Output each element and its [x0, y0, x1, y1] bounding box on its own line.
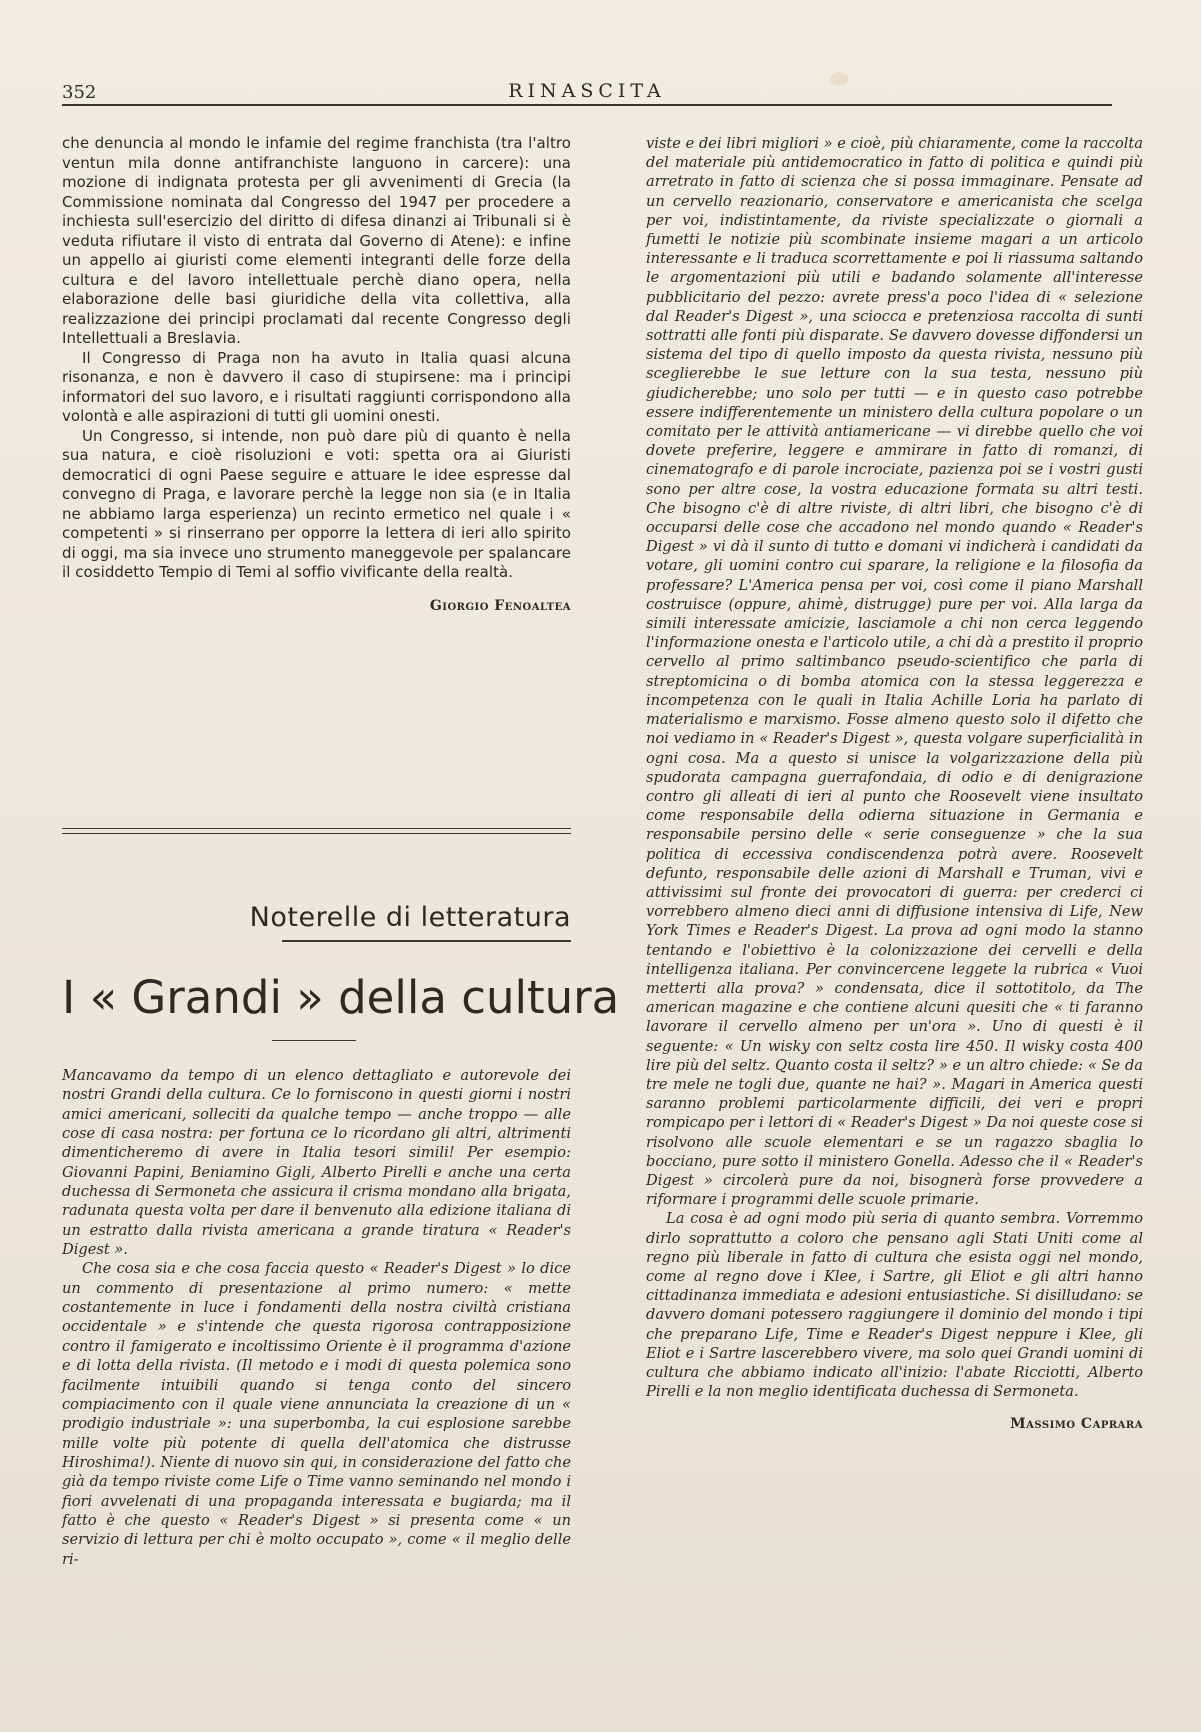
right-column [646, 134, 1143, 1435]
right-paragraph: La cosa è ad ogni modo più seria di quanto sembra. Vorremmo dirlo soprattutto a coloro che pensano agli Stati Uniti come al regno più liberale in fatto di cultura che esista oggi nel mondo, come al regno dove i Klee, i Sartre, gli Eliot e gli altri hanno cittadinanza immediata e adesioni entusiastiche. Si disilludano: se davvero domani potessero raggiungere il dominio del mondo i tipi che preparano Life, Time e Reader's Digest neppure i Klee, gli Eliot e i Sartre lascerebbero vivere, ma solo quei Grandi uomini di cultura che abbiamo indicato all'inizio: l'abate Ricciotti, Alberto Pirelli e la non meglio identificata duchessa di Sermoneta. [646, 1210, 1143, 1401]
section-heading: Noterelle di letteratura [249, 902, 571, 933]
author-signature: Massimo Caprara [1010, 1416, 1143, 1433]
running-title: RINASCITA [508, 80, 666, 102]
page-header [62, 72, 1112, 106]
article-title: I « Grandi » della cultura [62, 971, 620, 1024]
left-paragraph: Un Congresso, si intende, non può dare più di quanto è nella sua natura, e cioè risoluzioni e voti: spetta ora ai Giuristi democratici di ogni Paese seguire e attuare le idee espresse dal convegno di Praga, e lavorare perchè la legge non sia (e in Italia ne abbiamo larga esperienza) un recinto ermetico nel quale i « competenti » si rinserrano per opporre la lettera di ieri allo spirito di oggi, ma sia invece uno strumento maneggevole per spalancare il cosiddetto Tempio di Temi al soffio vivificante della realtà. [62, 426, 571, 581]
section-divider [62, 828, 571, 834]
left-paragraph: Il Congresso di Praga non ha avuto in Italia quasi alcuna risonanza, e non è davvero il caso di stupirsene: ma i principi informatori del suo lavoro, e i risultati raggiunti corrispondono alla volontà e alle aspirazioni di tutti gli uomini onesti. [62, 348, 571, 425]
left-column-continuation [62, 134, 571, 616]
title-rule [272, 1040, 356, 1041]
left-paragraph: che denuncia al mondo le infamie del regime franchista (tra l'altro ventun mila donne antifranchiste languono in carcere): una mozione di indignata protesta per gli avvenimenti di Grecia (la Commissione nominata dal Congresso del 1947 per procedere a inchiesta sull'esercizio del diritto di difesa dinanzi ai Tribunali si è veduta rifiutare il visto di entrata dal Governo di Atene): e infine un appello ai giuristi come elementi integranti delle forze della cultura e del lavoro intellettuale perchè diano opera, nella elaborazione delle basi giuridiche della vita collettiva, alla realizzazione dei principi proclamati dal recente Congresso degli Intellettuali a Breslavia. [62, 134, 571, 347]
page-number: 352 [62, 82, 97, 103]
header-rule [62, 104, 1112, 106]
article-paragraph: Mancavamo da tempo di un elenco dettagliato e autorevole dei nostri Grandi della cultura. Ce lo forniscono in questi giorni i nostri amici americani, solleciti da qualche tempo — anche troppo — alle cose di casa nostra: per fortuna ce lo ricordano gli altri, altrimenti dimenticheremo di avere in Italia tesori simili! Per esempio: Giovanni Papini, Beniamino Gigli, Alberto Pirelli e anche una certa duchessa di Sermoneta che assicura il crisma mondano alla brigata, radunata questa volta per dare il benvenuto alla edizione italiana di un estratto dalla rivista americana a grande tiratura « Reader's Digest ». [62, 1067, 571, 1259]
author-signature: Giorgio Fenoaltea [429, 597, 571, 614]
article-paragraph: Che cosa sia e che cosa faccia questo « Reader's Digest » lo dice un commento di presentazione al primo numero: « mette costantemente in luce i fondamenti della nostra civiltà cristiana occidentale » e s'intende che questa rigorosa contrapposizione contro il famigerato e incoltissimo Oriente è il programma d'azione e di lotta della rivista. (Il metodo e i modi di questa polemica sono facilmente intuibili quando si tenga conto del sincero compiacimento con il quale viene annunciata la creazione di un « prodigio industriale »: una superbomba, la cui esplosione sarebbe mille volte più potente di quella dell'atomica che distrusse Hiroshima!). Niente di nuovo sin qui, in considerazione del fatto che già da tempo riviste come Life o Time vanno seminando nel mondo i fiori avvelenati di una propaganda interessata e bugiarda; ma il fatto è che questo « Reader's Digest » si presenta come « un servizio di lettura per chi è molto occupato », come « il meglio delle ri- [62, 1260, 571, 1568]
article-body [62, 1066, 571, 1569]
right-paragraph: viste e dei libri migliori » e cioè, più chiaramente, come la raccolta del materiale più antidemocratico in fatto di politica e quindi più arretrato in fatto di scienza che si possa immaginare. Pensate ad un cervello reazionario, conservatore e americanista che scelga per voi, indistintamente, da riviste specializzate o giornali a fumetti le notizie più scombinate insieme magari a un articolo interessante e li traduca scorrettamente e poi li riassuma saltando le argomentazioni più utili e badando solamente all'interesse pubblicitario del pezzo: avrete press'a poco l'idea di « selezione dal Reader's Digest », una sciocca e pretenziosa raccolta di sunti sottratti alle fonti più disparate. Se davvero dovesse diffondersi un sistema del tipo di quello imposto da questa rivista, nessuno più sceglierebbe le sue letture con la sua testa, nessuno più giudicherebbe; uno solo per tutti — e in questo caso potrebbe essere indifferentemente un ministero della cultura popolare o un comitato per le attività antiamericane — vi direbbe quello che voi dovete preferire, leggere e ammirare in fatto di romanzi, di cinematografo e di parole incrociate, pazienza poi se i vostri gusti sono per altre cose, la vostra educazione formata su altri testi. Che bisogno c'è di altre riviste, di altri libri, che bisogno c'è di occuparsi delle cose che accadono nel mondo quando « Reader's Digest » vi dà il sunto di tutto e domani vi indicherà i candidati da votare, gli uomini contro cui sparare, la religione e la filosofia da professare? L'America pensa per voi, così come il piano Marshall costruisce (oppure, ahimè, distrugge) pure per voi. Alla larga da simili interessate amicizie, lasciamole a chi non cerca leggendo l'informazione onesta e l'articolo utile, a chi dà a prestito il proprio cervello al primo saltimbanco pseudo-scientifico che parla di streptomicina o di bomba atomica con la stessa leggerezza e incompetenza con le quali in Italia Achille Loria ha parlato di materialismo e marxismo. Fosse almeno questo solo il difetto che noi vediamo in « Reader's Digest », questa volgare superficialità in ogni cosa. Ma a questo si unisce la volgarizzazione della più spudorata campagna guerrafondaia, di odio e di denigrazione contro gli alleati di ieri al punto che Roosevelt viene insultato come responsabile della odierna situazione in Germania e responsabile persino delle « serie conseguenze » che la sua politica di eccessiva condiscendenza potrà avere. Roosevelt defunto, responsabile delle azioni di Marshall e Truman, vivi e attivissimi sul fronte dei provocatori di guerra: per crederci ci vorrebbero almeno dieci anni di diffusione intensiva di Life, New York Times e Reader's Digest. La prova ad ogni modo la stanno tentando e l'obiettivo è la colonizzazione dei cervelli e della intelligenza italiana. Per convincercene leggete la rubrica « Vuoi metterti alla prova? » condensata, dice il sottotitolo, da The american magazine e che contiene alcuni quesiti che « ti faranno lavorare il cervello almeno per un'ora ». Uno di questi è il seguente: « Un wisky con seltz costa lire 450. Il wisky costa 400 lire più del seltz. Quanto costa il seltz? » e un altro chiede: « Se da tre mele ne togli due, quante ne hai? ». Magari in America questi saranno problemi particolarmente difficili, dei veri e propri rompicapo per i lettori di « Reader's Digest » Da noi queste cose si risolvono alle scuole elementari e se un ragazzo sbaglia lo bocciano, pure sotto il ministero Gonella. Adesso che il « Reader's Digest » circolerà pure da noi, bisognerà forse provvedere a riformare i programmi delle scuole primarie. [646, 135, 1143, 1209]
section-heading-rule [282, 940, 571, 942]
